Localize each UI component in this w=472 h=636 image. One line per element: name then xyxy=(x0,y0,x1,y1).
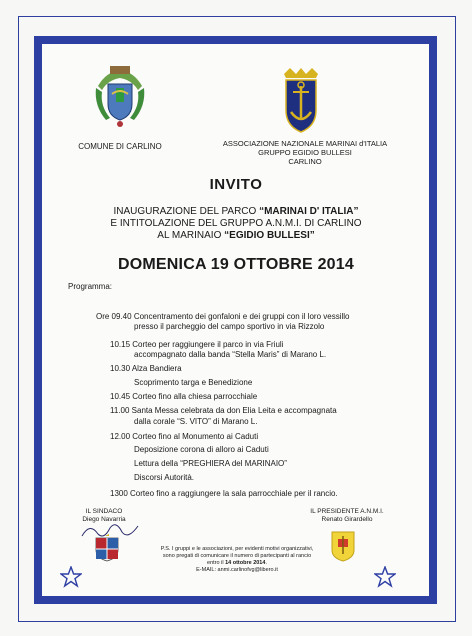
association-heading xyxy=(210,139,400,166)
ps-line-3 xyxy=(148,560,326,567)
program-row xyxy=(134,417,257,427)
email-label: E-MAIL: xyxy=(196,567,217,573)
subtitle-line-2: E INTITOLAZIONE DEL GRUPPO A.N.M.I. DI CARLINO xyxy=(110,218,362,229)
program-row xyxy=(110,432,258,442)
subtitle-line-3 xyxy=(60,230,412,242)
anmi-anchor-crest-icon xyxy=(280,66,322,134)
program-time: 10.15 xyxy=(110,340,131,349)
presidente-signature-block xyxy=(292,508,402,524)
email-address[interactable]: anmi.carlinofvg@libero.it xyxy=(217,567,278,573)
presidente-title: IL PRESIDENTE A.N.M.I. xyxy=(310,508,384,515)
program-text: Corteo fino alla chiesa parrocchiale xyxy=(132,392,258,401)
sindaco-name: Diego Navarria xyxy=(82,516,126,523)
invito-subtitle xyxy=(60,206,412,242)
subtitle-line-1-prefix: INAUGURAZIONE DEL PARCO xyxy=(113,206,260,217)
program-text: Scoprimento targa e Benedizione xyxy=(134,378,253,387)
program-text: dalla corale “S. VITO” di Marano L. xyxy=(134,417,258,426)
ps-line-2: sono pregati di comunicare il numero di partecipanti al rancio xyxy=(162,553,312,559)
program-row xyxy=(110,489,338,499)
program-row xyxy=(110,340,283,350)
program-row xyxy=(110,392,257,402)
comune-crest-icon xyxy=(92,66,148,130)
ps-deadline: 14 ottobre 2014 xyxy=(225,560,266,566)
marinaio-name: “EGIDIO BULLESI” xyxy=(224,230,315,241)
association-town: CARLINO xyxy=(288,157,322,166)
program-text: accompagnato dalla banda “Stella Maris” di Marano L. xyxy=(134,350,327,359)
program-row xyxy=(110,364,182,374)
program-row xyxy=(134,378,252,388)
program-row xyxy=(134,322,324,332)
ps-line-3-prefix: entro il xyxy=(207,560,226,566)
subtitle-line-3-prefix: AL MARINAIO xyxy=(157,230,225,241)
program-row xyxy=(134,459,287,469)
programma-label: Programma: xyxy=(68,282,113,291)
program-row xyxy=(134,445,269,455)
program-text: Corteo per raggiungere il parco in via Friuli xyxy=(132,340,284,349)
subtitle-line-1 xyxy=(60,206,412,218)
program-text: Lettura della “PREGHIERA del MARINAIO” xyxy=(134,459,287,468)
program-text: Alza Bandiera xyxy=(131,364,182,373)
program-time: 1300 xyxy=(110,489,128,498)
star-right-icon xyxy=(374,566,396,588)
program-time: 10.30 xyxy=(110,364,131,373)
association-name: ASSOCIAZIONE NAZIONALE MARINAI d'ITALIA xyxy=(222,139,388,148)
program-text: Santa Messa celebrata da don Elia Leita e accompagnata xyxy=(131,406,337,415)
program-text: Corteo fino a raggiungere la sala parrocchiale per il rancio. xyxy=(130,489,338,498)
program-text: presso il parcheggio del campo sportivo in via Rizzolo xyxy=(134,322,325,331)
program-row xyxy=(134,473,194,483)
program-time: 10.45 xyxy=(110,392,131,401)
program-text: Concentramento dei gonfaloni e dei gruppi con il loro vessillo xyxy=(133,312,350,321)
comune-name: COMUNE DI CARLINO xyxy=(78,142,162,151)
parco-name: “MARINAI D' ITALIA” xyxy=(259,206,359,217)
invito-title: INVITO xyxy=(209,176,263,193)
program-row xyxy=(134,350,326,360)
naval-shield-icon xyxy=(94,534,120,562)
sindaco-title: IL SINDACO xyxy=(85,508,123,515)
ps-line-1: P.S. I gruppi e le associazioni, per evidenti motivi organizzativi, xyxy=(160,546,314,552)
program-row xyxy=(96,312,350,322)
ps-note xyxy=(148,546,326,574)
anmi-badge-icon xyxy=(330,530,356,562)
program-text: Deposizione corona di alloro ai Caduti xyxy=(134,445,269,454)
program-time: 12.00 xyxy=(110,432,131,441)
ps-line-3-suffix: . xyxy=(265,560,267,566)
program-time: Ore 09.40 xyxy=(96,312,132,321)
program-time: 11.00 xyxy=(110,406,130,415)
event-date: DOMENICA 19 OTTOBRE 2014 xyxy=(118,256,354,273)
email-line xyxy=(148,567,326,574)
association-group: GRUPPO EGIDIO BULLESI xyxy=(258,148,352,157)
presidente-name: Renato Girardello xyxy=(321,516,373,523)
program-text: Discorsi Autorità. xyxy=(134,473,195,482)
program-text: Corteo fino al Monumento ai Caduti xyxy=(132,432,259,441)
star-left-icon xyxy=(60,566,82,588)
program-row xyxy=(110,406,337,416)
